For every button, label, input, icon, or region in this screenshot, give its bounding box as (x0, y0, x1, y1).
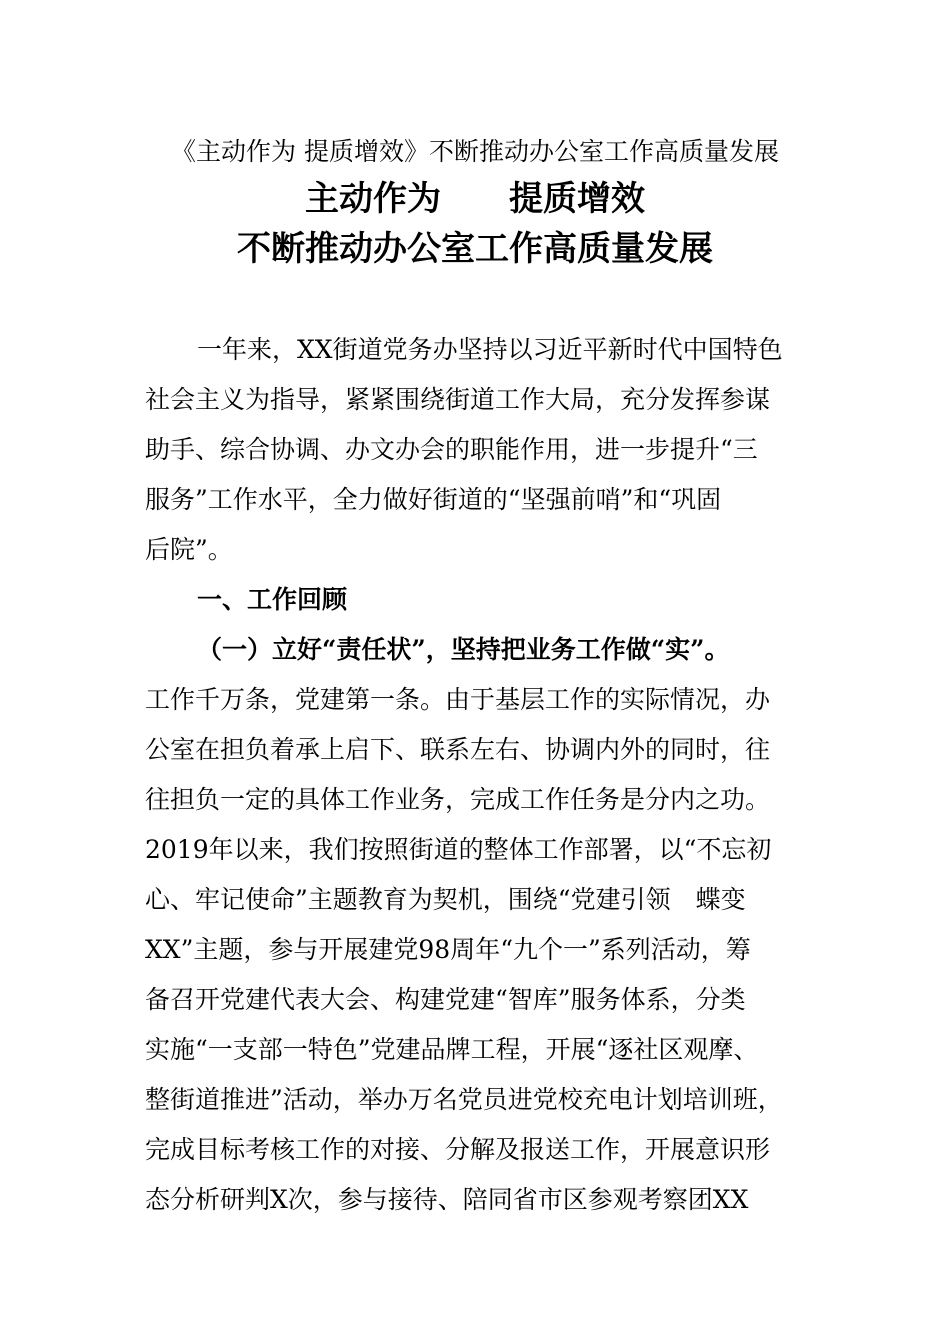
subsection-heading: （一）立好“责任状”，坚持把业务工作做“实”。 (197, 635, 730, 664)
body-line: XX”主题，参与开展建党98周年“九个一”系列活动，筹 (145, 935, 751, 964)
body-line: 助手、综合协调、办文办会的职能作用，进一步提升“三 (145, 435, 758, 464)
body-line: 公室在担负着承上启下、联系左右、协调内外的同时，往 (145, 735, 771, 764)
body-line: 后院”。 (145, 535, 233, 564)
document-file-title: 《主动作为 提质增效》不断推动办公室工作高质量发展 (171, 137, 779, 166)
document-body (145, 325, 805, 1225)
body-line: 态分析研判X次，参与接待、陪同省市区参观考察团XX (145, 1185, 749, 1214)
body-line: 服务”工作水平，全力做好街道的“坚强前哨”和“巩固 (145, 485, 722, 514)
body-line: 实施“一支部一特色”党建品牌工程，开展“逐社区观摩、 (145, 1035, 759, 1064)
body-line: 整街道推进”活动，举办万名党员进党校充电计划培训班， (145, 1085, 783, 1114)
body-line: 社会主义为指导，紧紧围绕街道工作大局，充分发挥参谋 (145, 385, 771, 414)
body-line: 一年来，XX街道党务办坚持以习近平新时代中国特色 (197, 335, 783, 364)
body-line: 2019年以来，我们按照街道的整体工作部署，以“不忘初 (145, 835, 772, 864)
body-line: 工作千万条，党建第一条。由于基层工作的实际情况，办 (145, 685, 771, 714)
body-line: 备召开党建代表大会、构建党建“智库”服务体系，分类 (145, 985, 746, 1014)
section-heading: 一、工作回顾 (197, 585, 348, 614)
body-line: 完成目标考核工作的对接、分解及报送工作，开展意识形 (145, 1135, 771, 1164)
body-line: 往担负一定的具体工作业务，完成工作任务是分内之功。 (145, 785, 771, 814)
document-title-line-1: 主动作为 提质增效 (305, 179, 645, 219)
body-line: 心、牢记使命”主题教育为契机，围绕“党建引领 蝶变 (145, 885, 746, 914)
document-title-line-2: 不断推动办公室工作高质量发展 (237, 229, 713, 269)
